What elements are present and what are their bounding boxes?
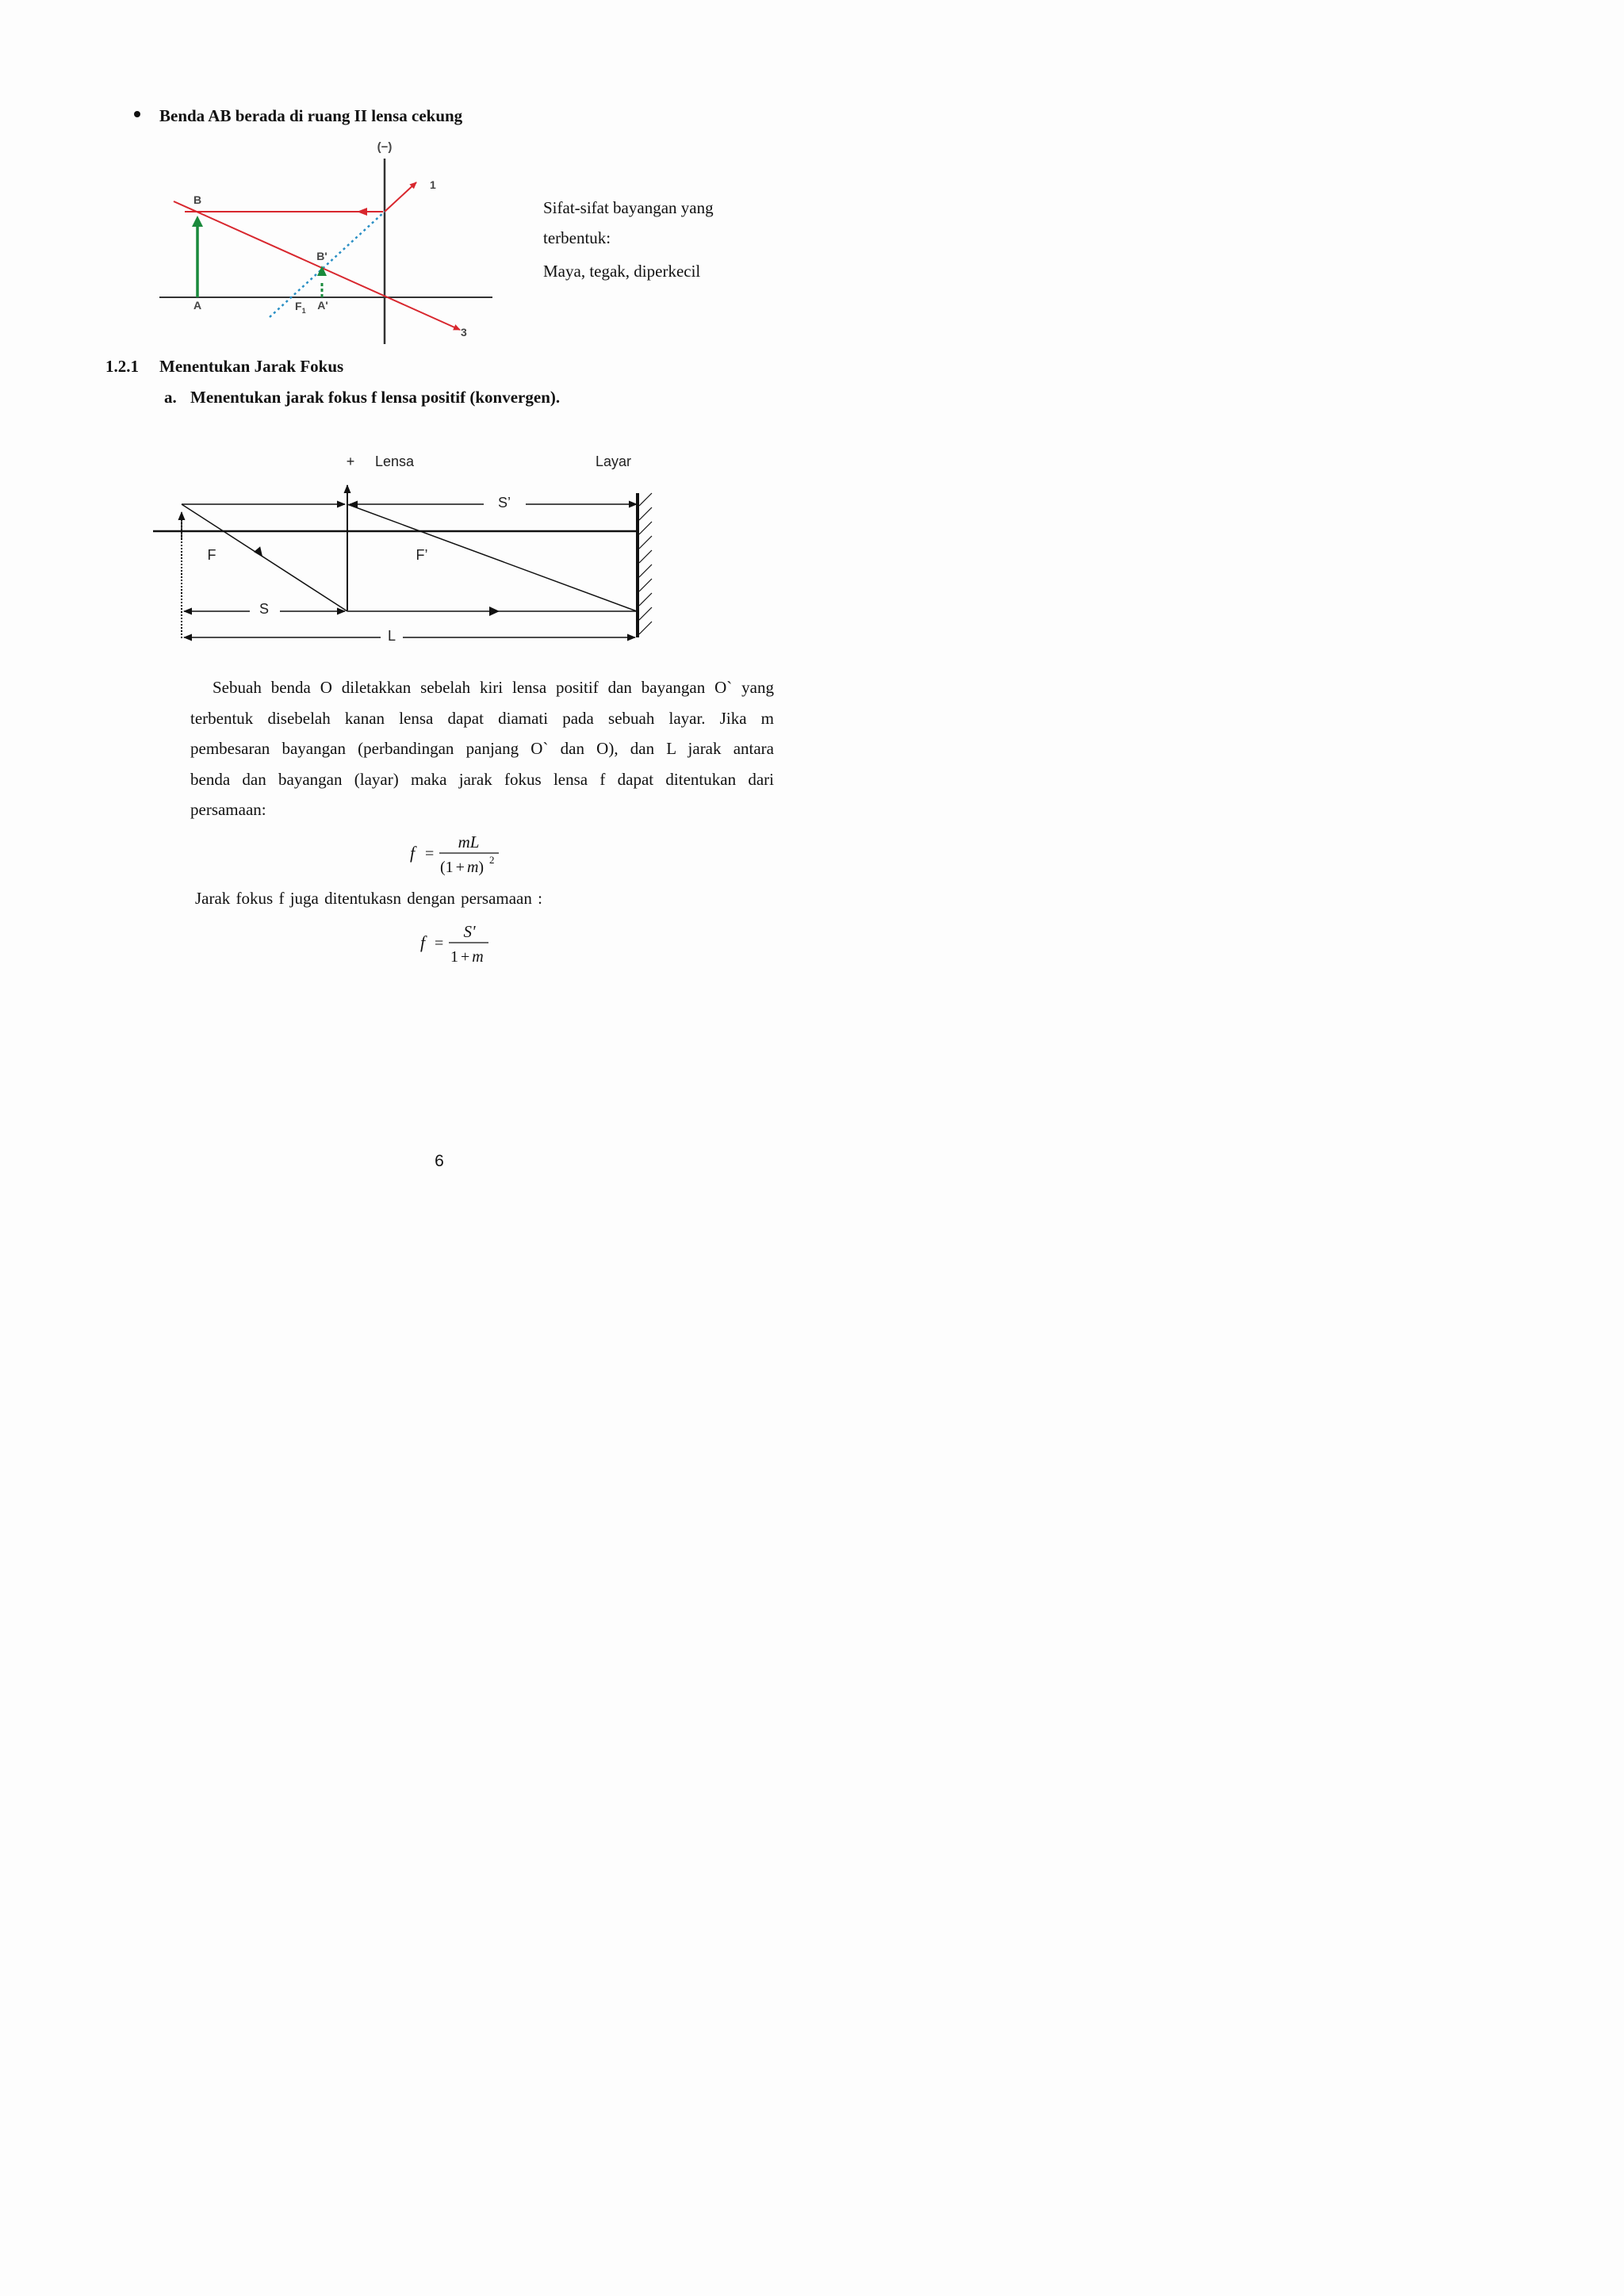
eq2-numerator: S' <box>463 922 476 941</box>
eq2-denominator: 1 + m <box>450 948 484 966</box>
focal-point-f-prime-label: F’ <box>416 547 428 563</box>
ray-3-label: 3 <box>461 326 467 339</box>
section-number: 1.2.1 <box>105 357 139 376</box>
sifat-line-3: Maya, tegak, diperkecil <box>543 262 701 281</box>
concave-lens-diagram <box>155 136 496 349</box>
paragraph-line-1: Sebuah benda O diletakkan sebelah kiri lensa positif dan bayangan O` yang <box>213 678 774 697</box>
subsection-letter: a. <box>164 388 177 407</box>
jarak-fokus-text: Jarak fokus f juga ditentukasn dengan persamaan : <box>195 889 542 908</box>
paragraph-line-4: benda dan bayangan (layar) maka jarak fokus lensa f dapat ditentukan dari <box>190 769 774 789</box>
screen-label: Layar <box>596 453 632 469</box>
lens-plus-label: + <box>346 453 355 469</box>
focal-point-f-label: F <box>207 547 216 563</box>
paragraph-line-3: pembesaran bayangan (perbandingan panjang O` dan O), dan L jarak antara <box>190 739 774 758</box>
eq1-equals: = <box>425 845 435 863</box>
convex-lens-setup-diagram <box>147 444 662 650</box>
eq1-lhs: f <box>410 843 416 863</box>
sifat-line-1: Sifat-sifat bayangan yang <box>543 198 714 217</box>
eq1-denominator: (1 + m) <box>440 859 485 876</box>
equation-focal-length-2 <box>412 918 500 967</box>
eq1-numerator: mL <box>458 832 480 851</box>
page-number: 6 <box>435 1152 444 1170</box>
ray-diagonal-right <box>347 504 637 611</box>
l-label: L <box>387 628 396 644</box>
label-f1: $F_1$ <box>295 300 306 315</box>
bullet-heading: Benda AB berada di ruang II lensa cekung <box>159 106 463 125</box>
label-b: B <box>193 193 202 206</box>
label-a: A <box>193 299 202 312</box>
s-prime-label: S’ <box>497 495 511 511</box>
ray-parallel-arrow <box>357 208 367 216</box>
s-label: S <box>259 601 270 617</box>
label-b-prime: B' <box>316 250 327 262</box>
paragraph-line-5: persamaan: <box>190 800 266 819</box>
ray-1-label: 1 <box>430 178 436 191</box>
ray-diagonal-left <box>182 504 347 611</box>
body-paragraph <box>190 672 774 825</box>
equation-focal-length-1 <box>400 828 511 882</box>
eq2-lhs: f <box>420 932 426 952</box>
ray-bottom-right-arrow <box>489 607 500 616</box>
lens-sign-label: (−) <box>377 140 393 154</box>
object-arrowhead <box>192 216 203 227</box>
lens-label: Lensa <box>375 453 415 469</box>
paragraph-line-2: terbentuk disebelah kanan lensa dapat diamati pada sebuah layar. Jika m <box>190 708 774 728</box>
section-title: Menentukan Jarak Fokus <box>159 357 344 376</box>
eq1-exponent: 2 <box>489 854 495 866</box>
ray-diagonal-left-arrow <box>253 545 264 557</box>
subsection-title: Menentukan jarak fokus f lensa positif (konvergen). <box>190 388 561 407</box>
eq2-equals: = <box>435 935 444 952</box>
sifat-line-2: terbentuk: <box>543 228 611 247</box>
bullet-icon <box>134 111 140 117</box>
screen-hatching <box>639 493 652 634</box>
label-a-prime: A' <box>317 299 328 312</box>
ray-1-refracted <box>385 182 416 212</box>
